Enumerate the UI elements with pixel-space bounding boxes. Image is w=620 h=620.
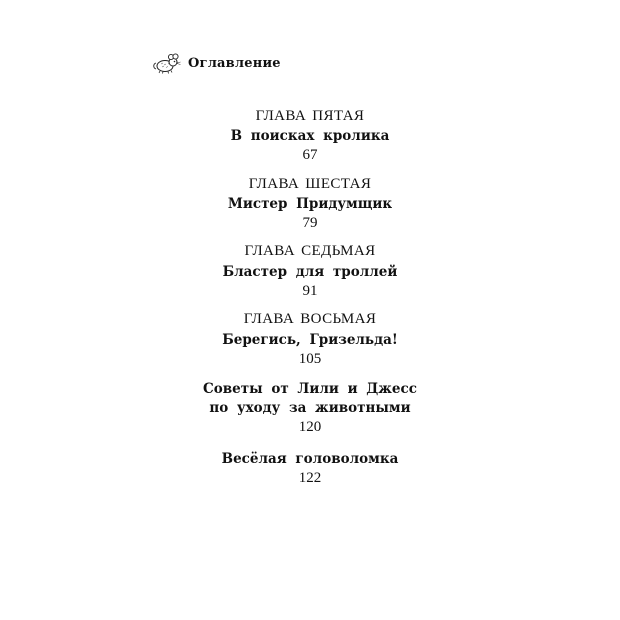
appendix-title-line2[interactable]: по уходу за животными <box>209 400 411 416</box>
chapter-title[interactable]: Мистер Придумщик <box>227 196 393 212</box>
chapter-title[interactable]: Бластер для троллей <box>222 264 398 280</box>
chapter-title[interactable]: В поисках кролика <box>230 128 390 144</box>
page-number[interactable]: 91 <box>302 283 318 299</box>
chapter-label: ГЛАВА ПЯТАЯ <box>255 108 365 124</box>
chapter-label: ГЛАВА СЕДЬМАЯ <box>244 243 376 259</box>
chapter-label: ГЛАВА ШЕСТАЯ <box>248 176 372 192</box>
page-number[interactable]: 122 <box>298 470 322 486</box>
page-number[interactable]: 67 <box>302 147 318 163</box>
page-number[interactable]: 120 <box>298 419 322 435</box>
page-number[interactable]: 79 <box>302 215 318 231</box>
puzzle-title[interactable]: Весёлая головоломка <box>221 451 399 467</box>
chapter-title[interactable]: Берегись, Гризельда! <box>222 332 398 348</box>
appendix-title-line1[interactable]: Советы от Лили и Джесс <box>203 381 417 397</box>
page-number[interactable]: 105 <box>298 351 322 367</box>
chapter-label: ГЛАВА ВОСЬМАЯ <box>243 311 377 327</box>
toc-heading: Оглавление <box>188 55 281 71</box>
